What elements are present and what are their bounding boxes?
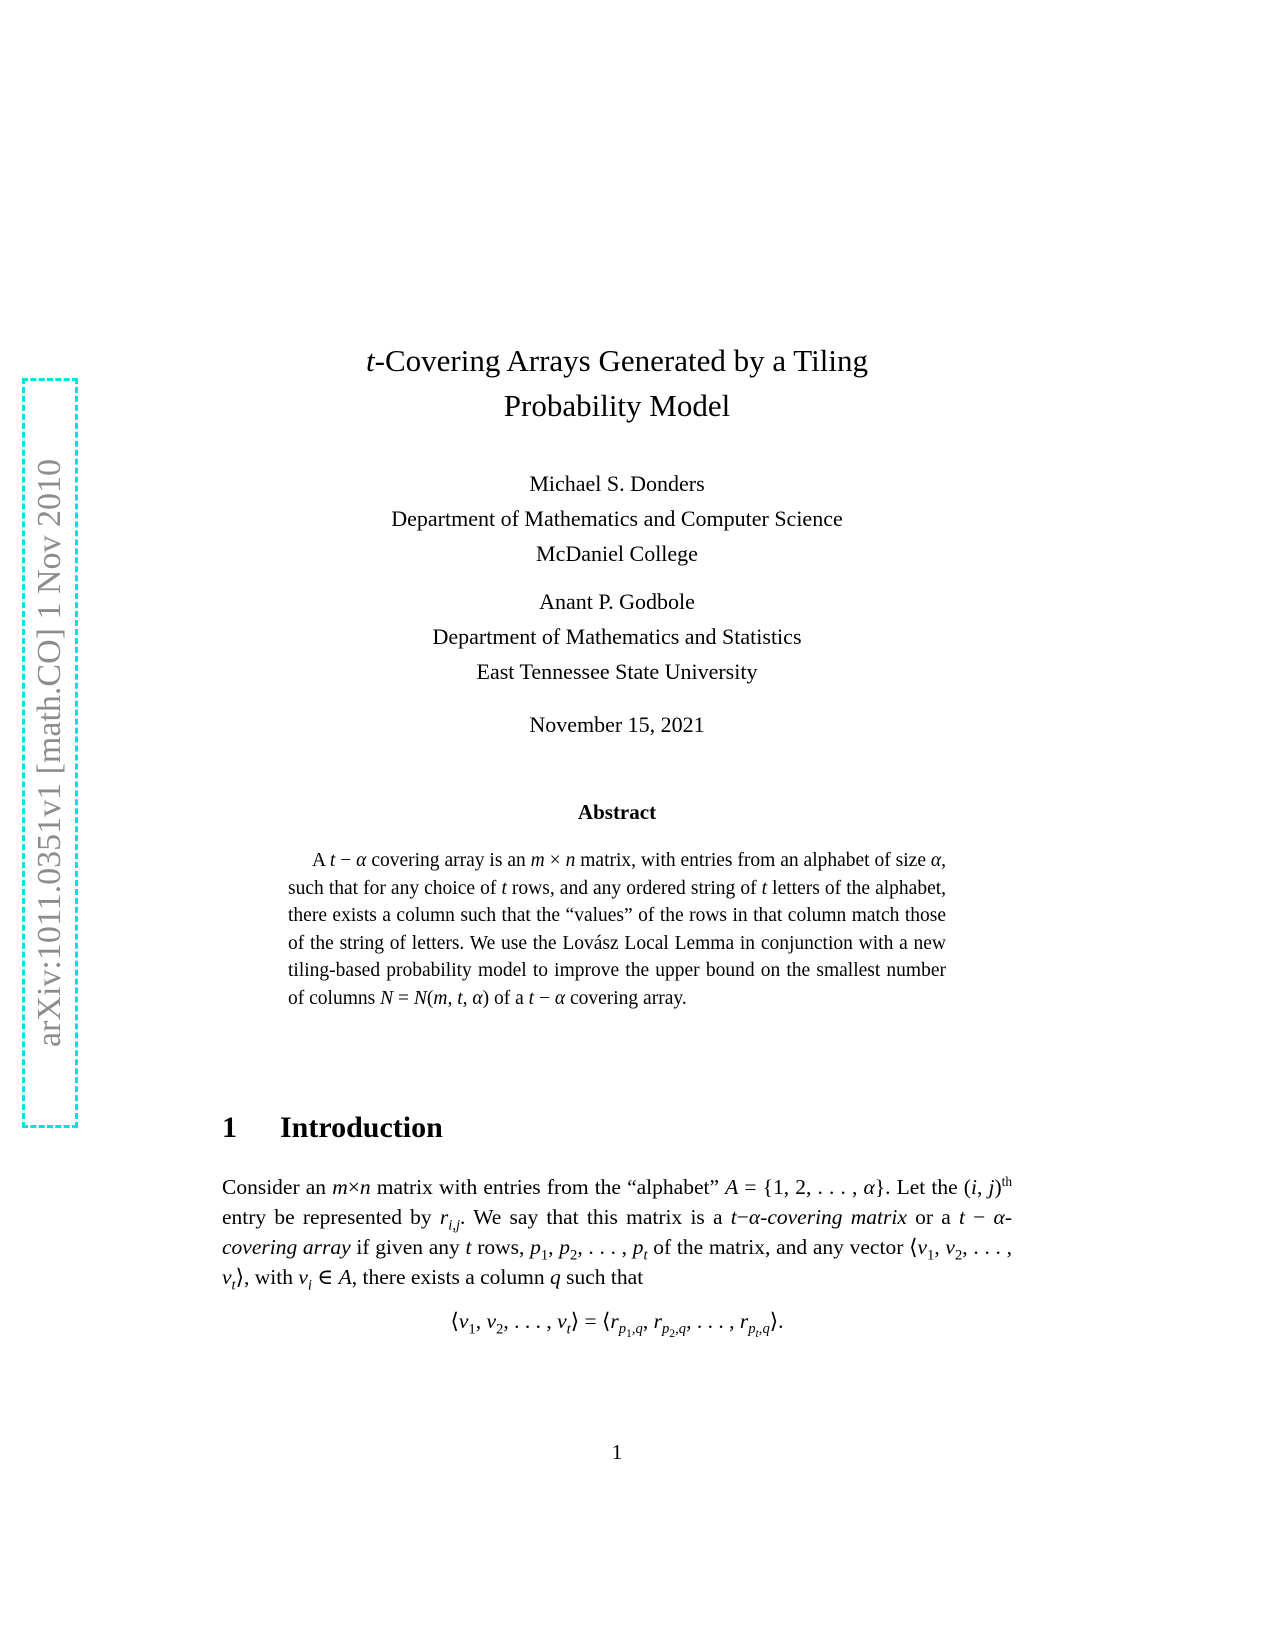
author-block-2: [222, 584, 1012, 689]
abstract-heading: Abstract: [577, 800, 657, 824]
paper-date: November 15, 2021: [529, 712, 705, 737]
intro-paragraph: Consider an m×n matrix with entries from the “alphabet” A = {1, 2, . . . , α}. Let the (i, j)$^{th}$ entry be represented by $r_{i,j}$. We say that this matrix is a t−α-covering matrix or a t − α-covering array if given any t rows, $p_1$, $p_2$, . . . , $p_t$ of the matrix, and any vector $⟨v_1$, $v_2$, . . . , $v_t⟩$, with $v_i$ ∈ A, there exists a column q such that: [222, 1173, 1013, 1294]
abstract-section: [222, 798, 1012, 1012]
section-heading-introduction: [222, 1110, 1012, 1146]
section-title: Introduction: [280, 1111, 443, 1144]
author-name: Michael S. Donders: [529, 471, 705, 496]
author-block-1: [222, 466, 1012, 571]
author-institution: McDaniel College: [536, 541, 698, 566]
paper-title: t-Covering Arrays Generated by a Tiling Probability Model: [366, 343, 868, 423]
author-department: Department of Mathematics and Statistics: [432, 624, 802, 649]
arxiv-stamp-text: arXiv:1011.0351v1 [math.CO] 1 Nov 2010: [31, 459, 68, 1048]
page-number: 1: [611, 1440, 623, 1464]
author-institution: East Tennessee State University: [476, 659, 758, 684]
abstract-text: A t − α covering array is an m × n matrix, with entries from an alphabet of size α, such that for any choice of t rows, and any ordered string of t letters of the alphabet, there exists a column such that the “values” of the rows in that column match those of the string of letters. We use the Lovász Local Lemma in conjunction with a new tiling-based probability model to improve the upper bound on the smallest number of columns N = N(m, t, α) of a t − α covering array.: [288, 850, 947, 1009]
author-department: Department of Mathematics and Computer Science: [391, 506, 843, 531]
display-formula: $⟨v_1$, $v_2$, . . . , $v_t⟩$ = $⟨r_{p_1,q}$, $r_{p_2,q}$, . . . , $r_{p_t,q}⟩$.: [450, 1309, 784, 1341]
section-number: 1: [222, 1111, 237, 1144]
paper-page: [222, 0, 1012, 1650]
author-name: Anant P. Godbole: [539, 589, 695, 614]
